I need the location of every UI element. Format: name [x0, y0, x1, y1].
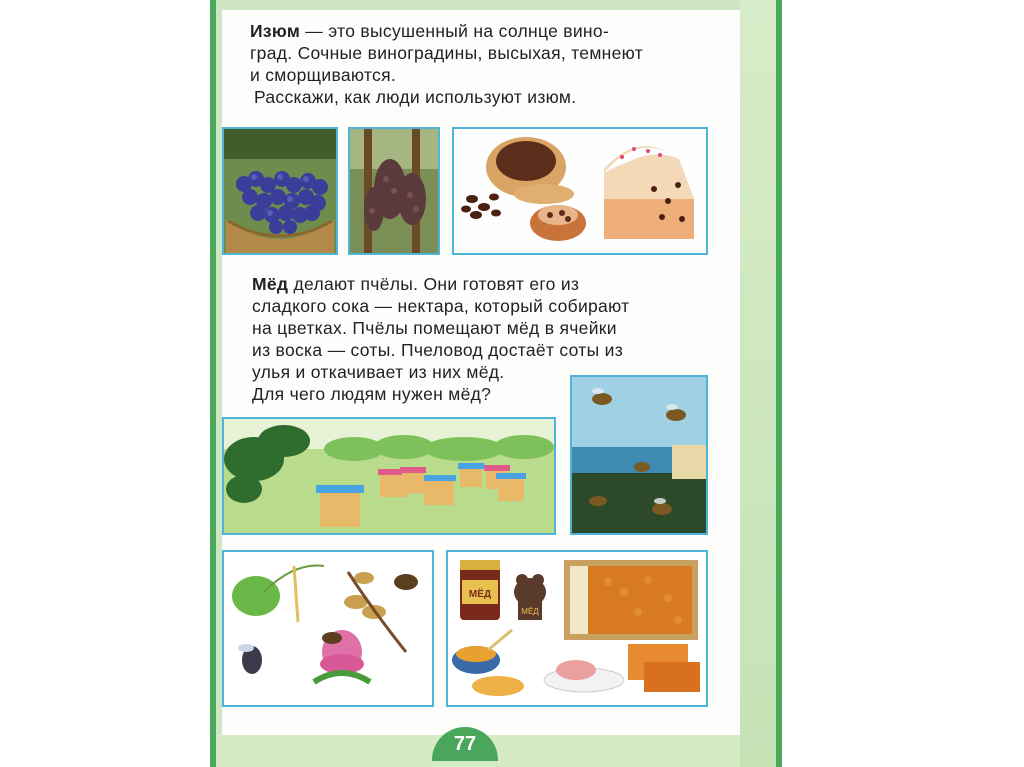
drying-grapes-illustration — [350, 129, 438, 253]
text-line: град. Сочные виноградины, высыхая, темнеют — [250, 43, 644, 63]
text-line: на цветках. Пчёлы помещают мёд в ячейки — [252, 318, 617, 338]
honey-products-illustration — [448, 552, 706, 705]
raisin-dishes-image — [452, 127, 708, 255]
bees-hive-image — [570, 375, 708, 535]
text-line: — это высушенный на солнце вино- — [300, 21, 610, 41]
drying-grapes-image — [348, 127, 440, 255]
honey-question: Для чего людям нужен мёд? — [252, 384, 492, 404]
text-line: из воска — соты. Пчеловод достаёт соты из — [252, 340, 624, 360]
text-line: улья и откачивает из них мёд. — [252, 362, 505, 382]
grapes-illustration — [224, 129, 336, 253]
term-honey: Мёд — [252, 274, 289, 294]
term-raisins: Изюм — [250, 21, 301, 41]
right-border — [776, 0, 782, 767]
left-border — [210, 0, 216, 767]
apiary-illustration — [224, 419, 554, 533]
flowers-bees-image — [222, 550, 434, 707]
raisin-dishes-illustration — [454, 129, 706, 253]
page-edge — [740, 0, 776, 767]
text-line: сладкого сока — нектара, который собирают — [252, 296, 630, 316]
honey-products-image — [446, 550, 708, 707]
bees-hive-illustration — [572, 377, 706, 533]
grapes-basket-image — [222, 127, 338, 255]
text-line: делают пчёлы. Они готовят его из — [288, 274, 580, 294]
jar-label: МЁД — [468, 589, 492, 600]
raisins-paragraph — [250, 20, 643, 108]
flowers-bees-illustration — [224, 552, 432, 705]
bear-cookie-label: МЁД — [521, 607, 539, 616]
page-number: 77 — [432, 727, 498, 761]
text-line: и сморщиваются. — [250, 65, 397, 85]
raisins-question: Расскажи, как люди используют изюм. — [254, 87, 577, 107]
apiary-image — [222, 417, 556, 535]
